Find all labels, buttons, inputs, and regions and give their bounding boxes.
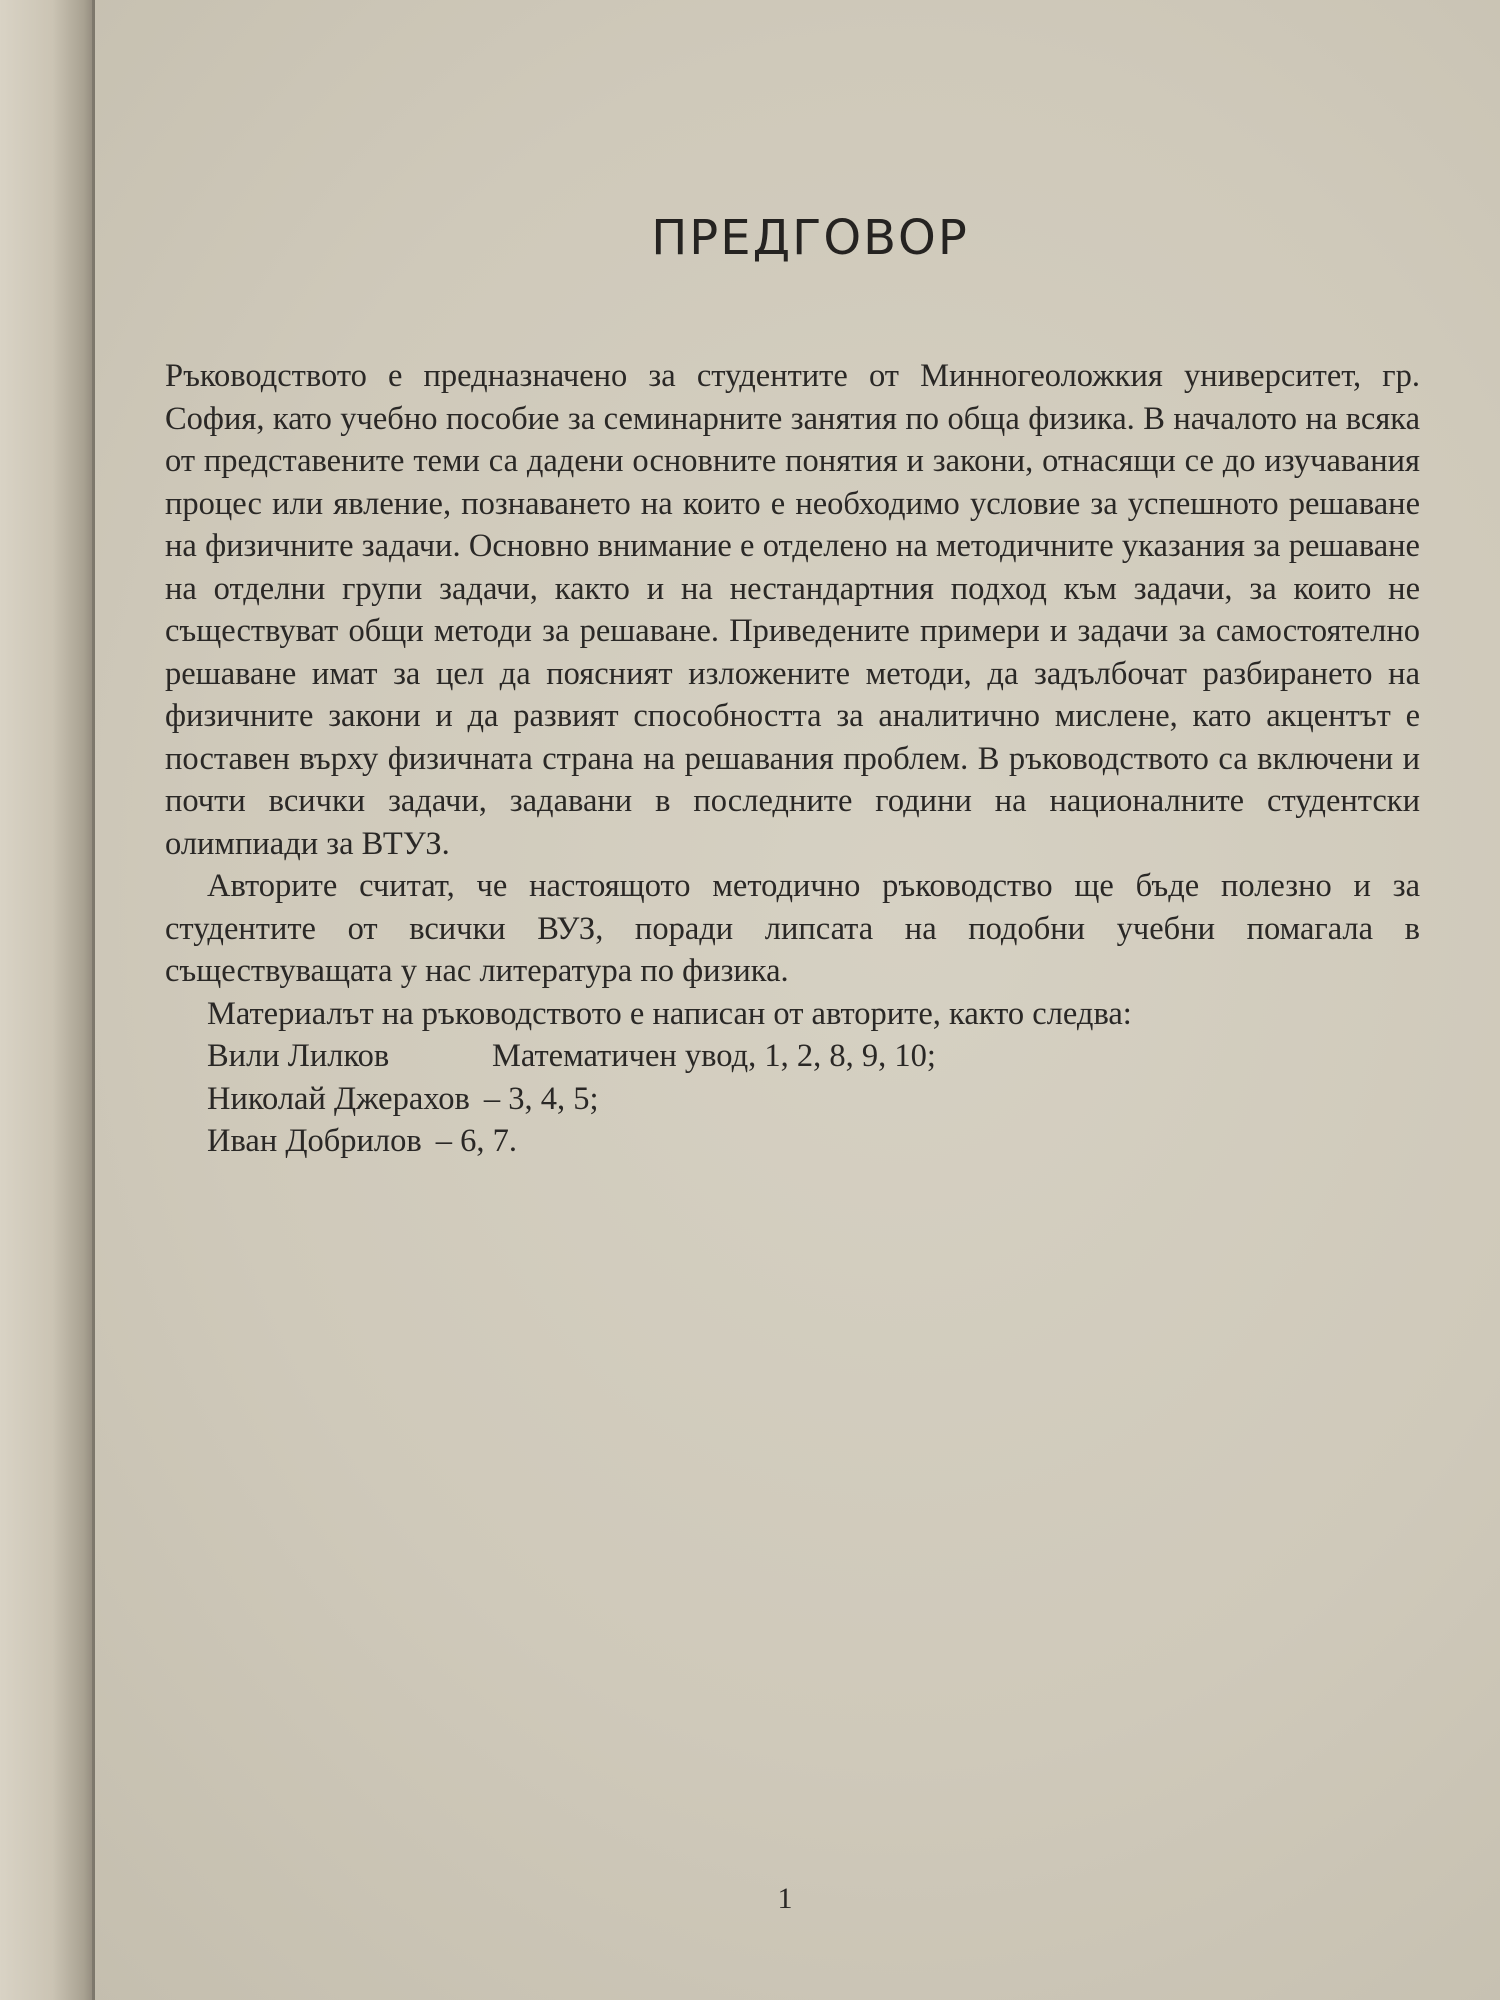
preface-paragraph-3: Материалът на ръководството е написан от авторите, както следва: (207, 995, 1132, 1032)
binding-gutter-edge (92, 0, 95, 2000)
preface-paragraph-2: Авторите считат, че настоящото методично ръководство ще бъде полезно и за студентите от всички ВУЗ, поради липсата на подобни учебни помагала в съществуващата у нас литература по физика. (165, 868, 1420, 989)
page-number: 1 (777, 1882, 793, 1915)
author-chapters: – 3, 4, 5; (483, 1080, 599, 1117)
page-title: ПРЕДГОВОР (651, 210, 969, 266)
author-row (207, 1120, 1420, 1163)
author-chapters: Математичен увод, 1, 2, 8, 9, 10; (492, 1038, 936, 1074)
author-name: Иван Добрилов (207, 1123, 422, 1159)
author-row (207, 1078, 1420, 1121)
authors-list (165, 1035, 1420, 1163)
preface-body (165, 355, 1420, 1163)
author-chapters: – 6, 7. (435, 1123, 517, 1159)
preface-paragraph-1: Ръководството е предназначено за студентите от Минногеоложкия университет, гр. София, като учебно пособие за семинарните занятия по обща физика. В началото на всяка от представените теми са дадени основните понятия и закони, отнасящи се до изучавания процес или явление, познаването на които е необходимо условие за успешното решаване на физичните задачи. Основно внимание е отделено на методичните указания за решаване на отделни групи задачи, както и на нестандартния подход към задачи, за които не съществуват общи методи за решаване. Приведените примери и задачи за самостоятелно решаване имат за цел да поясният изложените методи, да задълбочат разбирането на физичните закони и да развият способността за аналитично мислене, като акцентът е поставен върху физичната страна на решавания проблем. В ръководството са включени и почти всички задачи, задавани в последните години на националните студентски олимпиади за ВТУЗ. (165, 358, 1420, 862)
author-name: Вили Лилков (207, 1038, 390, 1074)
author-row (207, 1035, 1420, 1078)
binding-gutter-shadow (0, 0, 95, 2000)
author-name: Николай Джерахов (207, 1080, 470, 1117)
